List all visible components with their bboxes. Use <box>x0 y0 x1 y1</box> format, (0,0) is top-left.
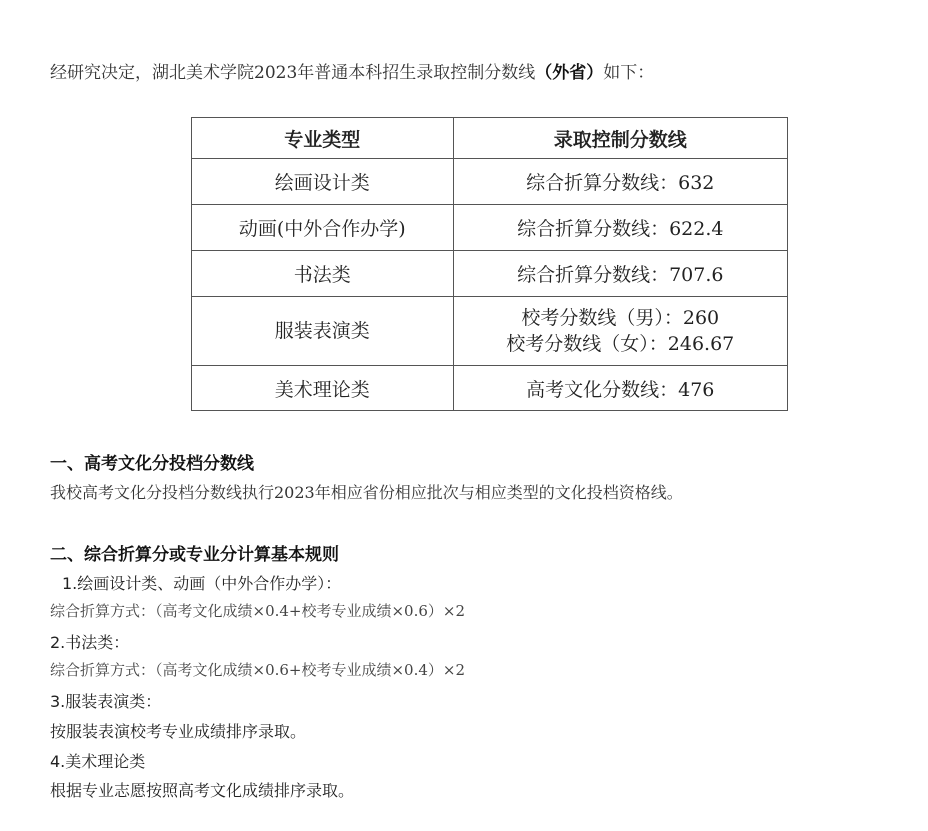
section1-heading: 一、高考文化分投档分数线 <box>50 454 254 474</box>
score-cell: 综合折算分数线：707.6 <box>453 251 787 297</box>
major-type-cell: 服装表演类 <box>192 297 454 366</box>
table-row <box>192 251 788 297</box>
score-cell <box>453 297 787 366</box>
table-row <box>192 366 788 411</box>
major-type-cell: 动画(中外合作办学) <box>192 205 454 251</box>
major-type-cell: 书法类 <box>192 251 454 297</box>
score-cell: 综合折算分数线：632 <box>453 159 787 205</box>
major-type-cell: 美术理论类 <box>192 366 454 411</box>
admission-score-table <box>191 117 788 411</box>
header-major-type: 专业类型 <box>192 118 454 159</box>
table-header-row <box>192 118 788 159</box>
section1-body: 我校高考文化分投档分数线执行2023年相应省份相应批次与相应类型的文化投档资格线。 <box>50 483 683 502</box>
intro-paragraph <box>50 58 654 83</box>
rule-item-detail: 综合折算方式：（高考文化成绩×0.4+校考专业成绩×0.6）×2 <box>50 602 466 620</box>
score-line-male: 校考分数线（男）：260 <box>521 307 720 329</box>
intro-suffix: 如下： <box>603 63 655 83</box>
section2-heading: 二、综合折算分或专业分计算基本规则 <box>50 545 339 565</box>
rule-item-detail: 综合折算方式：（高考文化成绩×0.6+校考专业成绩×0.4）×2 <box>50 661 466 679</box>
rule-item-title: 4.美术理论类 <box>50 752 146 771</box>
rule-item-title: 1.绘画设计类、动画（中外合作办学）： <box>62 574 342 593</box>
rule-item-detail: 按服装表演校考专业成绩排序录取。 <box>50 722 307 741</box>
intro-text: 经研究决定，湖北美术学院2023年普通本科招生录取控制分数线 <box>50 63 536 83</box>
header-score-line: 录取控制分数线 <box>453 118 787 159</box>
score-cell: 综合折算分数线：622.4 <box>453 205 787 251</box>
rule-item-title: 3.服装表演类： <box>50 692 162 711</box>
score-line-female: 校考分数线（女）：246.67 <box>506 333 735 355</box>
intro-bold: （外省） <box>535 63 604 83</box>
table-row <box>192 159 788 205</box>
rule-item-title: 2.书法类： <box>50 633 130 652</box>
score-cell: 高考文化分数线：476 <box>453 366 787 411</box>
table-row <box>192 205 788 251</box>
rule-item-detail: 根据专业志愿按照高考文化成绩排序录取。 <box>50 781 355 800</box>
table-row <box>192 297 788 366</box>
major-type-cell: 绘画设计类 <box>192 159 454 205</box>
